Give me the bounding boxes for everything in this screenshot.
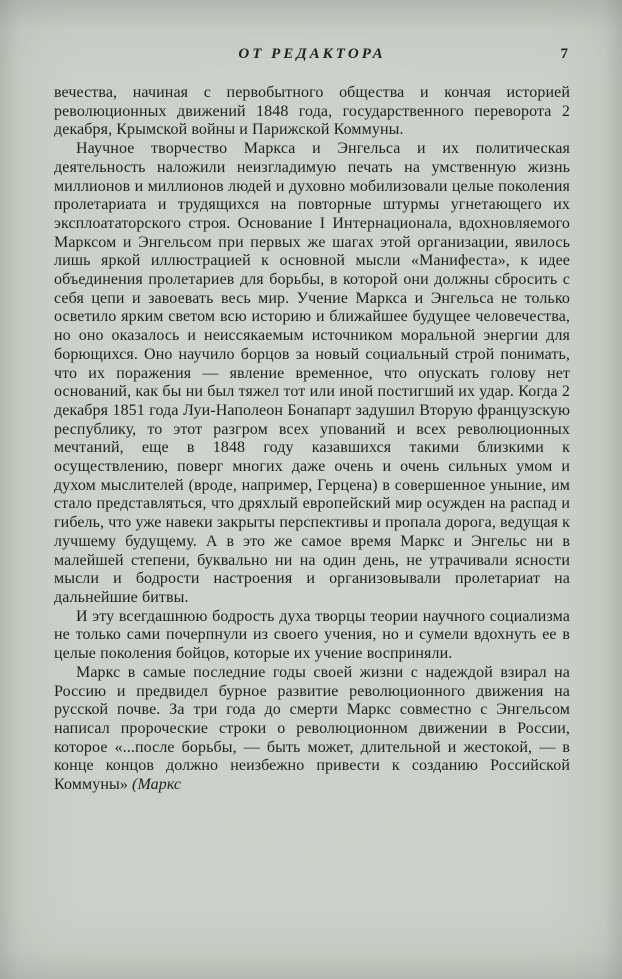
- paragraph: И эту всегдашнюю бодрость духа творцы теории научного социализма не только сами почерпнули из своего учения, но и сумели вдохнуть ее в целые поколения бойцов, которые их учение восприняли.: [54, 607, 570, 663]
- citation-start: (Маркс: [132, 776, 182, 794]
- page-number: 7: [560, 46, 568, 62]
- paragraph: вечества, начиная с первобытного общества и кончая историей революционных движений 1848 года, государственного переворота 2 декабря, Крымской войны и Парижской Коммуны.: [54, 84, 570, 139]
- running-head: [54, 46, 570, 66]
- page-content: [54, 46, 570, 795]
- body-text: [54, 84, 570, 795]
- paragraph-text: Маркс в самые последние годы своей жизни с надеждой взирал на Россию и предвидел бурное развитие революционного движения на русской почве. За три года до смерти Маркс совместно с Энгельсом написал пророческие строки о революционном движении в России, которое «...после борьбы, — быть может, длительной и жестокой, — в конце концов должно неизбежно привести к созданию Российской Коммуны»: [54, 663, 570, 794]
- page-title: ОТ РЕДАКТОРА: [238, 46, 386, 62]
- paragraph: [54, 664, 570, 795]
- paragraph: Научное творчество Маркса и Энгельса и их политическая деятельность наложили неизгладимую печать на умственную жизнь миллионов и миллионов людей и духовно мобилизовали целые поколения пролетариата и трудящихся на повторные штурмы угнетающего их эксплоататорского строя. Основание I Интернационала, вдохновляемого Марксом и Энгельсом при первых же шагах этой организации, явилось лишь яркой иллюстрацией к основной мысли «Манифеста», к идее объединения пролетариев для борьбы, в которой они должны сбросить с себя цепи и завоевать весь мир. Учение Маркса и Энгельса не только осветило ярким светом всю историю и ближайшее будущее человечества, но оно оказалось и неиссякаемым источником моральной энергии для борющихся. Оно научило борцов за новый социальный строй понимать, что их поражения — явление временное, что опускать голову нет оснований, как бы ни был тяжел тот или иной постигший их удар. Когда 2 декабря 1851 года Луи-Наполеон Бонапарт задушил Вторую французскую республику, то этот разгром всех упований и всех революционных мечтаний, еще в 1848 году казавшихся такими близкими к осуществлению, поверг многих даже очень и очень сильных умом и духом мыслителей (вроде, например, Герцена) в совершенное уныние, им стало представляться, что дряхлый европейский мир осужден на распад и гибель, что уже навеки закрыты перспективы и пропала дорога, ведущая к лучшему будущему. А в это же самое время Маркс и Энгельс ни в малейшей степени, буквально ни на один день, не утрачивали ясности мысли и бодрости настроения и организовывали пролетариат на дальнейшие битвы.: [54, 140, 570, 606]
